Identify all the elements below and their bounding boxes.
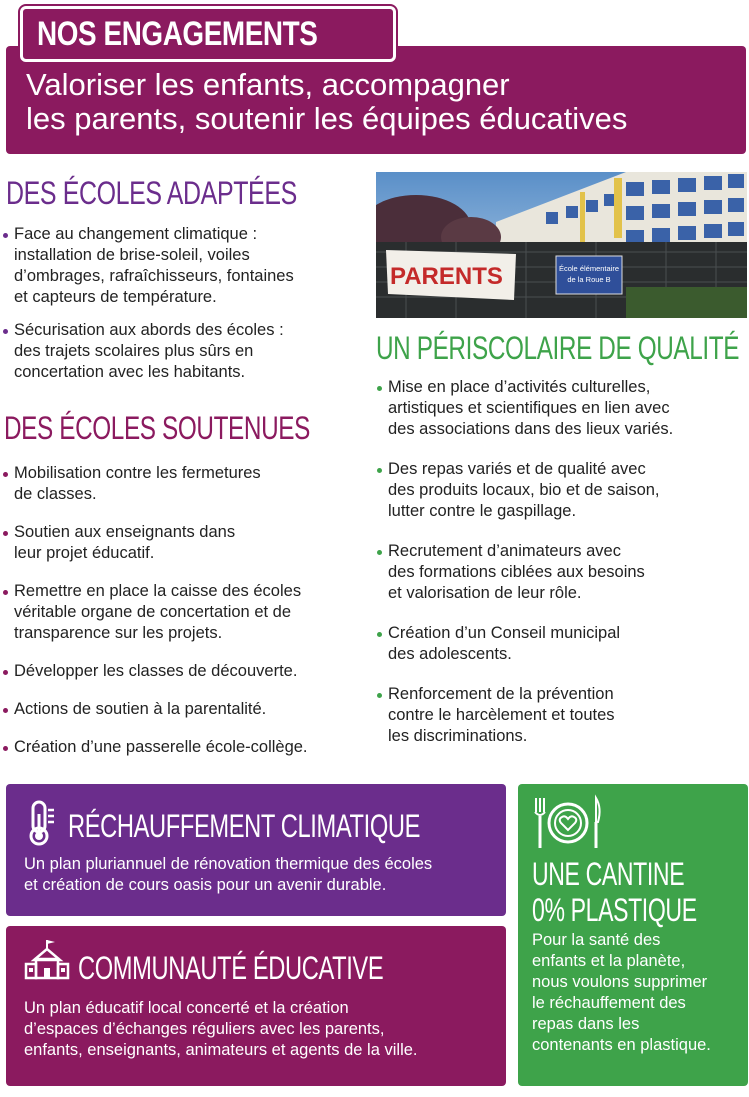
heading-ecoles-adaptees: DES ÉCOLES ADAPTÉES bbox=[6, 175, 297, 211]
box-rechauffement-climatique bbox=[6, 784, 506, 916]
list-item: Remettre en place la caisse des écoles véritable organe de concertation et de transparence sur les projets. bbox=[2, 581, 362, 644]
list-item: Mise en place d’activités culturelles, artistiques et scientifiques en lien avec des associations dans des lieux variés. bbox=[376, 377, 746, 440]
title-line-2: les parents, soutenir les équipes éducatives bbox=[26, 101, 628, 136]
list-item: Mobilisation contre les fermetures de classes. bbox=[2, 463, 362, 505]
list-item: Recrutement d’animateurs avec des formations ciblées aux besoins et valorisation de leur rôle. bbox=[376, 541, 746, 604]
school-photo bbox=[376, 172, 747, 318]
protest-banner-text: PARENTS bbox=[390, 263, 503, 290]
box-text: Pour la santé des enfants et la planète, nous voulons supprimer le réchauffement des repas dans les contenants en plastique. bbox=[532, 931, 711, 1054]
school-photo-illustration bbox=[376, 172, 747, 318]
title-line-1: Valoriser les enfants, accompagner bbox=[26, 67, 510, 102]
box-title: UNE CANTINE 0% PLASTIQUE bbox=[532, 856, 697, 928]
box-communaute-educative bbox=[6, 926, 506, 1086]
list-item: Actions de soutien à la parentalité. bbox=[2, 699, 362, 720]
list-item: Face au changement climatique : installation de brise-soleil, voiles d’ombrages, rafraîchisseurs, fontaines et capteurs de température. bbox=[2, 224, 352, 308]
header-badge bbox=[20, 6, 396, 62]
school-building-icon bbox=[24, 938, 70, 980]
page-title bbox=[26, 68, 627, 136]
list-ecoles-soutenues bbox=[2, 463, 362, 758]
box-cantine-plastique bbox=[518, 784, 748, 1086]
heading-periscolaire: UN PÉRISCOLAIRE DE QUALITÉ bbox=[376, 330, 740, 366]
section-periscolaire bbox=[376, 330, 749, 366]
section-ecoles-soutenues bbox=[4, 410, 407, 446]
list-periscolaire bbox=[376, 377, 746, 747]
school-sign-line-2: de la Roue B bbox=[567, 275, 611, 284]
box-title: RÉCHAUFFEMENT CLIMATIQUE bbox=[68, 808, 421, 844]
list-item: Soutien aux enseignants dans leur projet éducatif. bbox=[2, 522, 362, 564]
plate-heart-icon bbox=[530, 794, 606, 852]
box-text: Un plan pluriannuel de rénovation thermique des écoles et création de cours oasis pour un avenir durable. bbox=[24, 855, 433, 894]
school-sign-line-1: École élémentaire bbox=[558, 264, 620, 273]
list-item: Sécurisation aux abords des écoles : des trajets scolaires plus sûrs en concertation avec les habitants. bbox=[2, 320, 352, 383]
list-item: Renforcement de la prévention contre le harcèlement et toutes les discriminations. bbox=[376, 684, 746, 747]
list-item: Développer les classes de découverte. bbox=[2, 661, 362, 682]
list-item: Des repas variés et de qualité avec des produits locaux, bio et de saison, lutter contre le gaspillage. bbox=[376, 459, 746, 522]
thermometer-icon bbox=[24, 800, 58, 846]
box-title: COMMUNAUTÉ ÉDUCATIVE bbox=[78, 950, 384, 986]
list-item: Création d’une passerelle école-collège. bbox=[2, 737, 362, 758]
section-ecoles-adaptees bbox=[6, 175, 379, 211]
badge-label: NOS ENGAGEMENTS bbox=[37, 15, 318, 53]
box-text: Un plan éducatif local concerté et la création d’espaces d’échanges réguliers avec les parents, enfants, enseignants, animateurs et agents de la ville. bbox=[24, 999, 418, 1059]
heading-ecoles-soutenues: DES ÉCOLES SOUTENUES bbox=[4, 410, 310, 446]
list-ecoles-adaptees bbox=[2, 224, 352, 383]
list-item: Création d’un Conseil municipal des adolescents. bbox=[376, 623, 746, 665]
